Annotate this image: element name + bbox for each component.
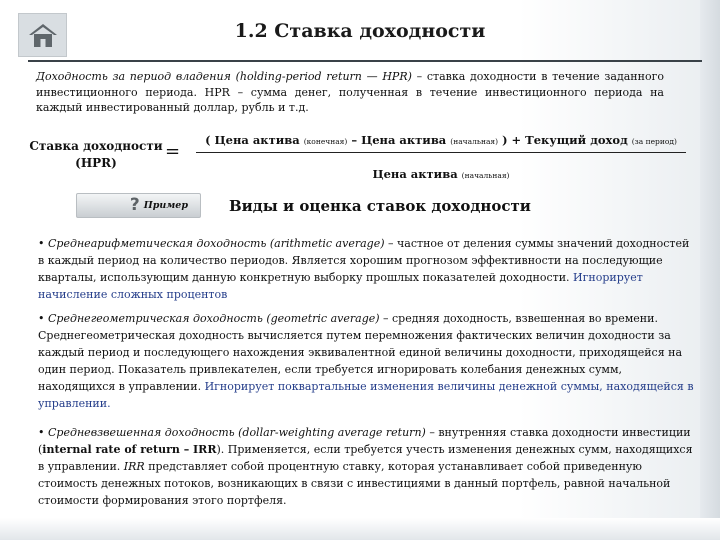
item-term: Среднеарифметическая доходность (arithmetic average) bbox=[48, 237, 385, 250]
num-sub-start: (начальная) bbox=[450, 137, 499, 146]
num-sub-end: (конечная) bbox=[303, 137, 348, 146]
num-part-open: ( Цена актива bbox=[205, 133, 304, 147]
item-note: Игнорирует начисление сложных процентов bbox=[38, 271, 643, 301]
item-text: – частное от деления суммы значений доходностей в каждый период на количество периодов. Является хорошим прогнозом эффективности на последующие кварталы, использующим данную конкретную выборку прошлых показателей доходности. bbox=[38, 237, 690, 284]
section-title: Виды и оценка ставок доходности bbox=[229, 197, 531, 215]
item-text-a: – внутренняя ставка доходности инвестиции ( bbox=[38, 426, 691, 456]
item-text-c: представляет собой процентную ставку, которая устанавливает собой приведенную стоимость денежных потоков, возникающих в связи с инвестициями в данный портфель, равной начальной стоимости формирования этого портфеля. bbox=[38, 460, 671, 507]
example-button-label: Пример bbox=[143, 200, 188, 211]
num-part-plus: ) + Текущий доход bbox=[498, 133, 632, 147]
item-text-b: ). Применяется, если требуется учесть изменения денежных сумм, находящихся в управлении. bbox=[38, 443, 693, 473]
bottom-decor-stripe bbox=[0, 518, 720, 540]
arithmetic-average-item bbox=[38, 235, 694, 303]
geometric-average-item bbox=[38, 310, 694, 412]
den-sub: (начальная) bbox=[461, 171, 510, 180]
page-title: 1.2 Ставка доходности bbox=[234, 20, 486, 42]
item-term: Средневзвешенная доходность (dollar-weighting average return) bbox=[48, 426, 426, 439]
example-button[interactable] bbox=[76, 193, 201, 218]
formula-numerator bbox=[196, 133, 686, 147]
formula-denominator bbox=[196, 167, 686, 181]
fraction-line bbox=[196, 152, 686, 153]
formula-label-line2: (HPR) bbox=[75, 156, 117, 170]
bullet: • bbox=[38, 426, 48, 439]
formula-label bbox=[20, 138, 172, 172]
irr-term: internal rate of return – IRR bbox=[42, 443, 217, 456]
equals-sign: = bbox=[165, 141, 181, 162]
den-main: Цена актива bbox=[372, 167, 462, 181]
dollar-weighted-item bbox=[38, 424, 694, 509]
intro-term: Доходность за период владения (holding-period return — HPR) bbox=[36, 70, 412, 83]
intro-text: – ставка доходности в течение заданного инвестиционного периода. HPR – сумма денег, полученная в течение инвестиционного периода на каждый инвестированный доллар, рубль и т.д. bbox=[36, 70, 664, 114]
item-text: – средняя доходность, взвешенная во времени. Среднегеометрическая доходность вычисляется путем перемножения фактических величин доходности за каждый период и последующего нахождения эквивалентной единой величины доходности, приходящейся на один период. Показатель привлекателен, если требуется игнорировать колебания денежных сумм, находящихся в управлении. bbox=[38, 312, 683, 393]
title-divider bbox=[28, 60, 702, 62]
num-part-minus: – Цена актива bbox=[347, 133, 451, 147]
item-note: Игнорирует поквартальные изменения величины денежной суммы, находящейся в управлении. bbox=[38, 380, 694, 410]
right-decor-stripe bbox=[700, 0, 720, 540]
formula-label-line1: Ставка доходности bbox=[29, 139, 163, 153]
num-sub-period: (за период) bbox=[631, 137, 677, 146]
question-icon: ? bbox=[129, 195, 140, 215]
intro-paragraph bbox=[36, 69, 664, 116]
bullet: • bbox=[38, 312, 48, 325]
irr-abbr: IRR bbox=[123, 460, 145, 473]
item-term: Среднегеометрическая доходность (geometric average) bbox=[48, 312, 380, 325]
bullet: • bbox=[38, 237, 48, 250]
